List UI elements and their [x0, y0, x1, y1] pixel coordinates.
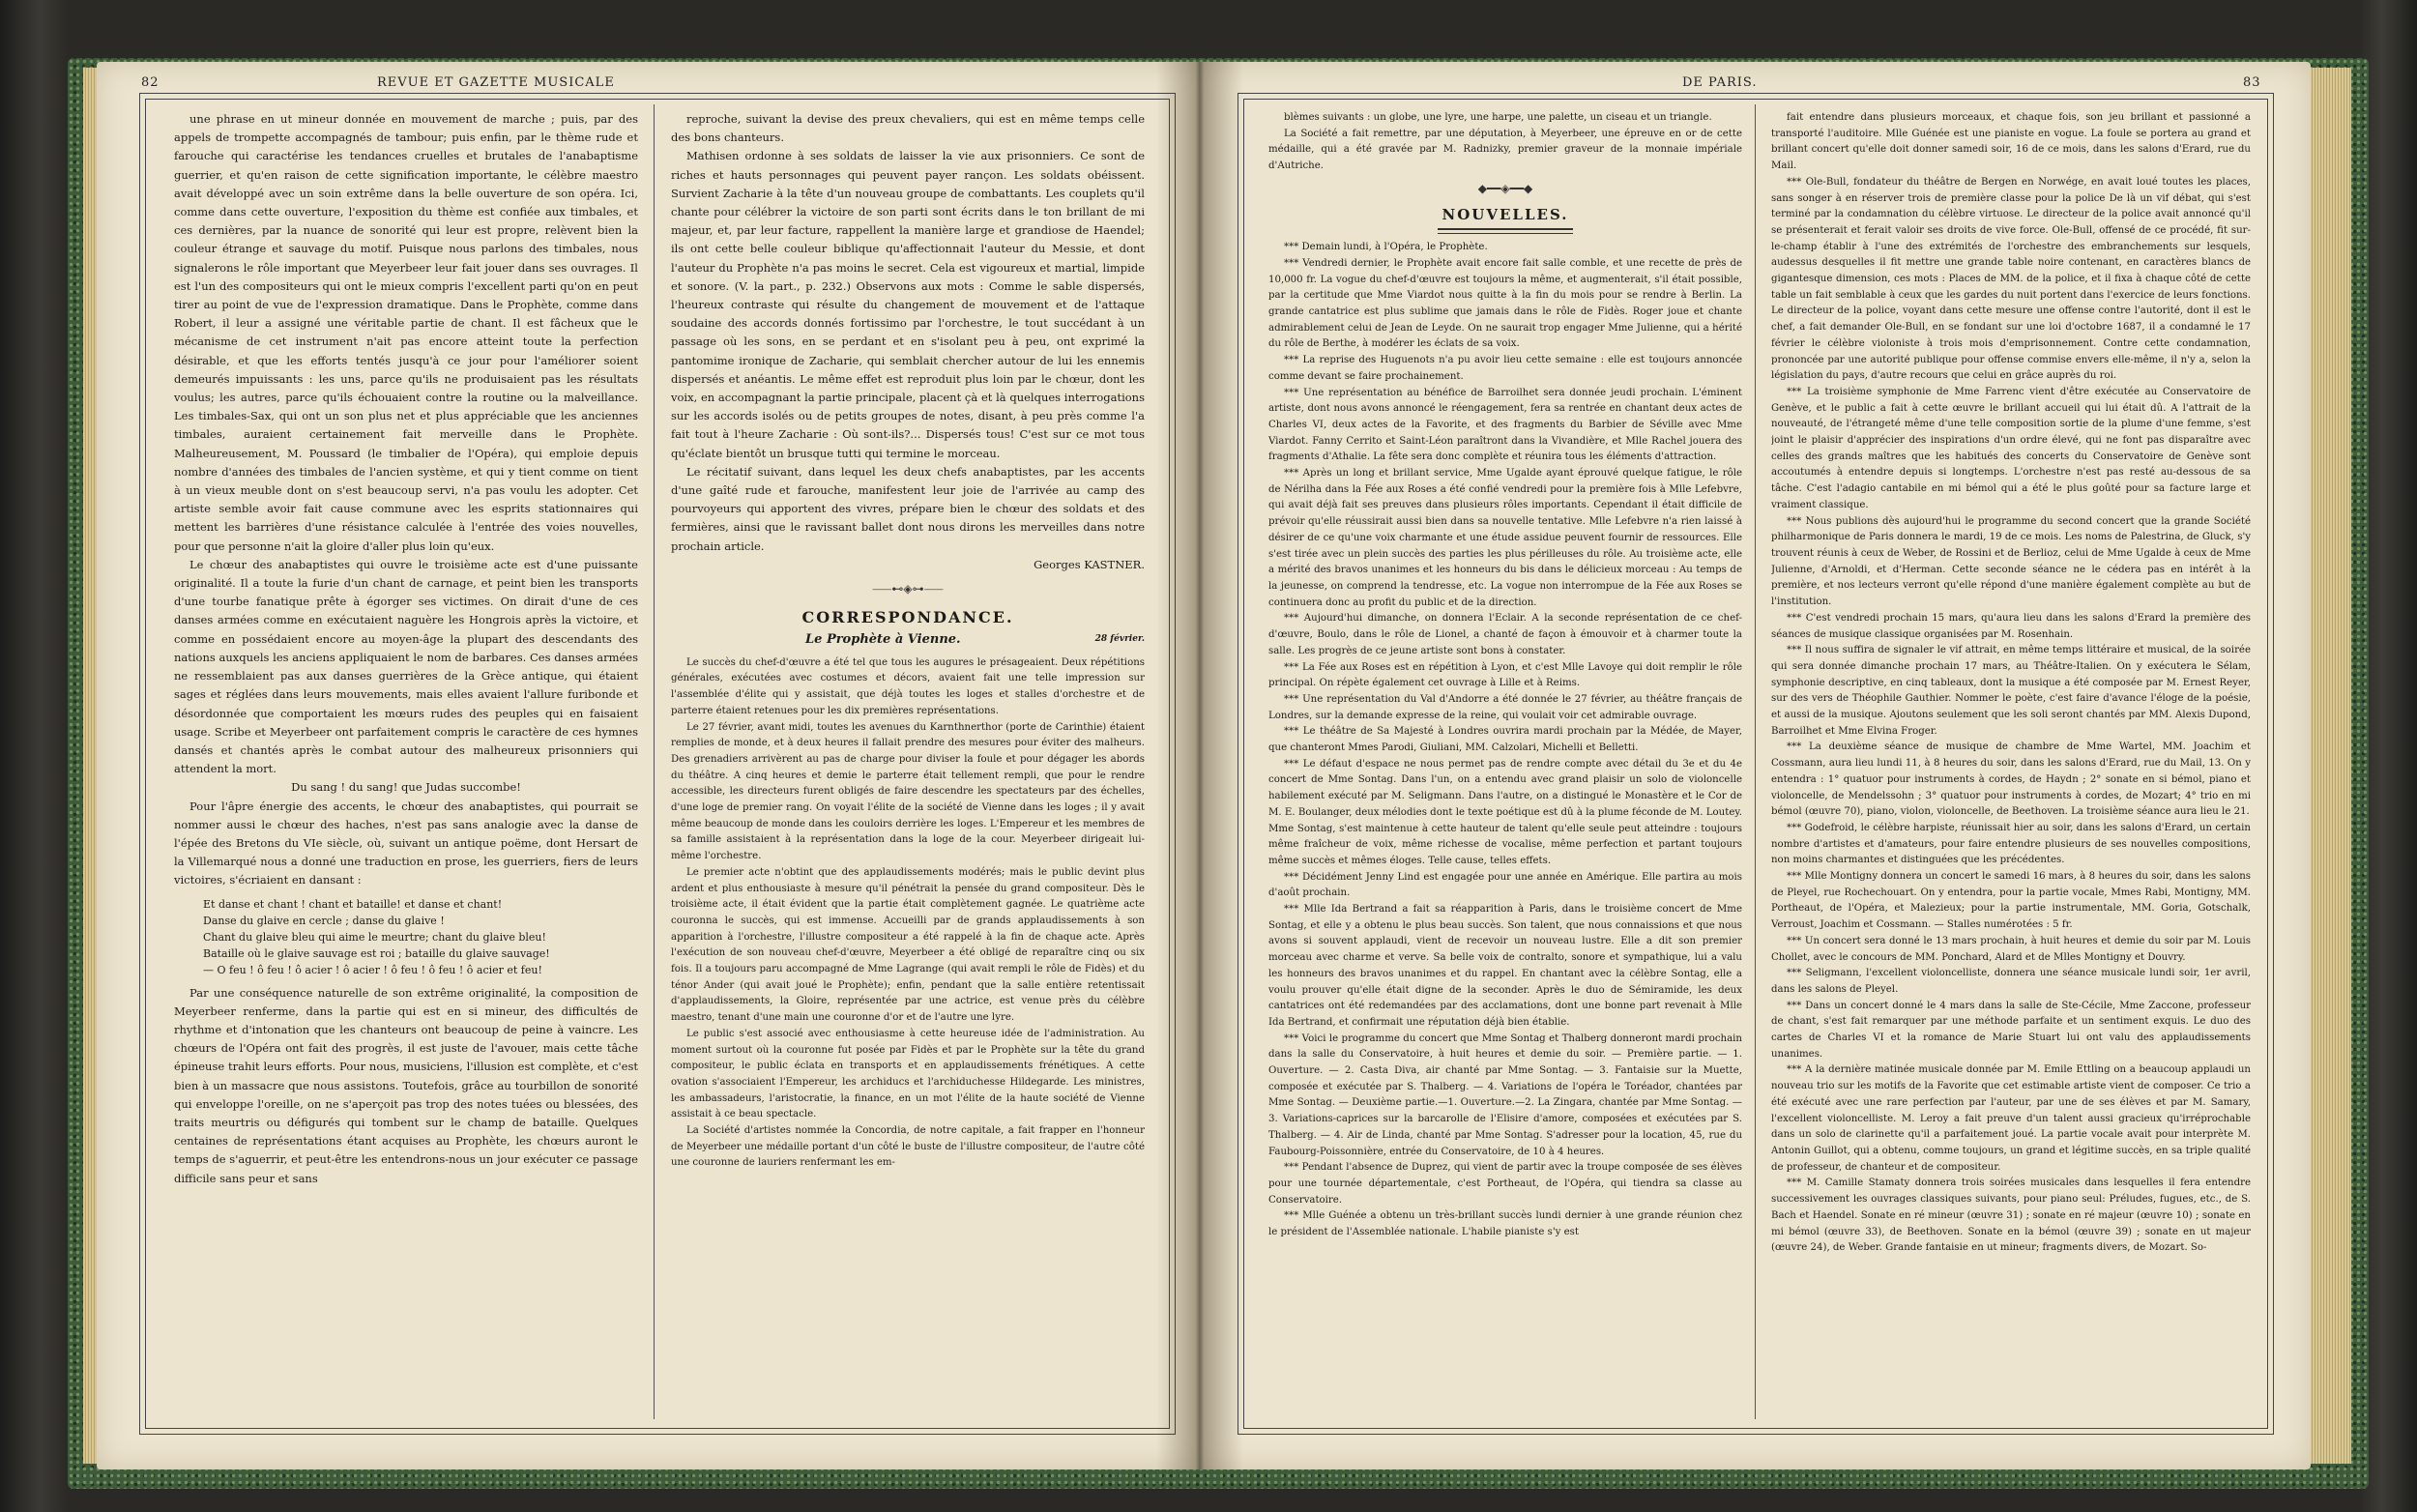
news-item: *** La reprise des Huguenots n'a pu avoir lieu cette semaine : elle est toujours annoncée comme devant se faire prochainement. — [1268, 355, 1742, 382]
news-item: *** Pendant l'absence de Duprez, qui vient de partir avec la troupe composée de ses élèves pour une tournée départementale, c'est Portheaut, de l'Opéra, qui tiendra sa classe au Conservatoire. — [1268, 1162, 1742, 1206]
paragraph: La Société a fait remettre, par une députation, à Meyerbeer, une épreuve en or de cette médaille, qui a été gravée par M. Radnizky, premier graveur de la monnaie impériale d'Autriche. — [1268, 128, 1742, 172]
author-signature: Georges KASTNER. — [1034, 557, 1145, 571]
news-item: *** La Fée aux Roses est en répétition à Lyon, et c'est Mlle Lavoye qui doit remplir le rôle principal. On répète également cet ouvrage à Lille et à Reims. — [1268, 661, 1742, 689]
section-title-correspondance: CORRESPONDANCE. — [801, 608, 1014, 627]
paragraph: Le succès du chef-d'œuvre a été tel que tous les augures le présageaient. Deux répétitions générales, exécutées avec costumes et décors, avaient fait une telle impression sur l'assemblée d'élite qui y assistait, que déjà toutes les loges et stalles d'orchestre et de parterre étaient retenues pour les dix premières représentations. — [671, 656, 1145, 716]
news-item: *** Mlle Guénée a obtenu un très-brillant succès lundi dernier à une grande réunion chez le président de l'Assemblée nationale. L'habile pianiste s'y est — [1268, 1210, 1742, 1238]
column-separator — [1755, 104, 1756, 1419]
news-item: *** M. Camille Stamaty donnera trois soirées musicales dans lesquelles il fera entendre successivement les ouvrages classiques suivants, pour piano seul: Préludes, fugues, etc., de S. Bach et Haendel. Sonate en ré mineur (œuvre 31) ; sonate en ré majeur (œuvre 10) ; sonate en mi bémol (œuvre 33), de Beethoven. Sonate en la bémol (œuvre 39) ; sonate en ut majeur (œuvre 24), de Weber. Grande fantaisie en ut mineur; fragments divers, de Mozart. So- — [1771, 1178, 2251, 1254]
page-number-left: 82 — [141, 75, 160, 90]
news-item: *** Décidément Jenny Lind est engagée pour une année en Amérique. Elle partira au mois d'août prochain. — [1268, 871, 1742, 899]
paragraph: reproche, suivant la devise des preux chevaliers, qui est en même temps celle des bons chanteurs. — [671, 112, 1145, 145]
news-item: *** Demain lundi, à l'Opéra, le Prophète. — [1284, 242, 1488, 253]
verse-block: Et danse et chant ! chant et bataille! et danse et chant! Danse du glaive en cercle ; danse du glaive ! Chant du glaive bleu qui aime le meurtre; chant du glaive bleu! Bataille où le glaive sauvage est roi ; bataille du glaive sauvage! — O feu ! ô feu ! ô acier ! ô acier ! ô feu ! ô feu ! ô acier et feu! — [203, 897, 550, 976]
news-item: *** Godefroid, le célèbre harpiste, réunissait hier au soir, dans les salons d'Erard, un certain nombre d'artistes et d'amateurs, pour faire entendre plusieurs de ses nouvelles compositions, non moins charmantes et distinguées que les précédentes. — [1771, 822, 2251, 866]
news-item: *** Ole-Bull, fondateur du théâtre de Bergen en Norwége, en avait loué toutes les places, sans songer à en réserver trois de première classe pour la police De là un vif débat, qui s'est terminé par la condamnation du célèbre virtuose. Le directeur de la police avait annoncé qu'il se présenterait et ferait valoir ses droits de vive force. Ole-Bull, offensé de ce procédé, fit sur-le-champ établir à l'une des extrémités de l'orchestre des embranchements sur lesquels, audessus desquelles il fit mettre une grande table noire contenant, en caractères blancs de gigantesque dimension, ces mots : Places de MM. de la police, et il fixa à chaque côté de cette table un fait semblable à ceux que les gardes du nuit portent dans l'exercice de leurs fonctions. Le directeur de la police, voyant dans cette mesure une offense contre l'autorité, dont il est le chef, a fait demander Ole-Bull, en se fondant sur une loi d'octobre 1687, il a condamné le 17 février le célèbre violoniste à trois mois d'emprisonnement. Contre cette condamnation, prononcée par une autorité publique pour offense commise envers elle-même, il n'y a, selon la législation du pays, d'autre recours que celui en grâce auprès du roi. — [1771, 176, 2251, 382]
section-ornament: ◆━━◈━━◆ — [1477, 181, 1533, 195]
page-number-right: 83 — [2243, 75, 2261, 90]
verse-line: Du sang ! du sang! que Judas succombe! — [291, 780, 521, 795]
paragraph: La Société d'artistes nommée la Concordia, de notre capitale, a fait frapper en l'honneur de Meyerbeer une médaille portant d'un côté le buste de l'illustre compositeur, de l'autre côté une couronne de lauriers renfermant les em- — [671, 1125, 1145, 1169]
news-item: *** Il nous suffira de signaler le vif attrait, en même temps littéraire et musical, de la soirée qui sera donnée dimanche prochain 17 mars, au Théâtre-Italien. On y exécutera le Sélam, symphonie descriptive, en cinq tableaux, dont la musique a été composée par M. Ernest Reyer, sur des vers de Théophile Gauthier. Nommer le poète, c'est faire d'avance l'éloge de la poésie, et aussi de la musique. Ajoutons seulement que les soli seront chantés par MM. Alexis Dupond, Barroilhet et Mme Elvina Froger. — [1771, 645, 2251, 737]
news-item: *** Après un long et brillant service, Mme Ugalde ayant éprouvé quelque fatigue, le rôle de Nérilha dans la Fée aux Roses a été confié vendredi pour la première fois à Mlle Lefebvre, qui avait déjà fait ses preuves dans plusieurs rôles importants. Cependant il était difficile de prévoir qu'elle réussirait aussi bien dans sa nouvelle tentative. Mlle Lefebvre n'a rien laissé à désirer de ce qu'une voix charmante et une étude assidue peuvent fournir de ressources. Elle s'est tirée avec un plein succès des parties les plus périlleuses du rôle. Au troisième acte, elle a mérité des bravos unanimes et les honneurs du bis dans le délicieux morceau : Au temps de la jeunesse, on comprend la tendresse, etc. La vogue non interrompue de la Fée aux Roses se continuera donc au profit du public et de la direction. — [1268, 468, 1742, 608]
running-head-left: REVUE ET GAZETTE MUSICALE — [377, 75, 615, 90]
paragraph: Mathisen ordonne à ses soldats de laisser la vie aux prisonniers. Ce sont de riches et hauts personnages qui peuvent payer rançon. Les soldats obéissent. Survient Zacharie à la tête d'un nouveau groupe de combattants. Les couplets qu'il chante pour célébrer la victoire de son parti sont écrits dans le ton brillant de mi majeur, et, par leur facture, rappellent la manière large et grandiose de Haendel; ils ont cette belle couleur biblique qu'affectionnait l'auteur du Messie, et dont l'auteur du Prophète n'a pas moins le secret. Cela est vigoureux et martial, limpide et sonore. (V. la part., p. 232.) Observons aux mots : Comme le sable dispersés, l'heureux contraste qui résulte du changement de mouvement et de l'attaque soudaine des accords donnés fortissimo par l'orchestre, le tout succédant à un passage où les sons, en se perdant et en s'isolant peu à peu, ont exprimé la pantomime ironique de Zacharie, qui semblait chercher autour de lui les ennemis dispersés et anéantis. Le même effet est reproduit plus loin par le chœur, dont les voix, en accompagnant la partie principale, placent çà et là quelques interrogations sur les accords isolés ou de petits groupes de notes, disant, à peu près comme l'a fait tout à l'heure Zacharie : Où sont-ils?... Dispersés tous! C'est sur ce mot tous qu'éclate bientôt un brusque tutti qui termine le morceau. — [671, 149, 1145, 460]
dateline: 28 février. — [1094, 634, 1145, 645]
news-item: *** Aujourd'hui dimanche, on donnera l'Eclair. A la seconde représentation de ce chef-d'œuvre, Boulo, dans le rôle de Lionel, a chanté de façon à émouvoir et à charmer toute la salle. Les progrès de ce jeune artiste sont bons à constater. — [1268, 613, 1742, 656]
news-item: *** Une représentation au bénéfice de Barroilhet sera donnée jeudi prochain. L'éminent artiste, dont nous avons annoncé le réengagement, fera sa rentrée en chantant deux actes de Charles VI, deux actes de la Favorite, et des fragments du Barbier de Séville avec Mme Viardot. Fanny Cerrito et Saint-Léon paraîtront dans la Vivandière, et Mlle Rachel jouera des fragments d'Athalie. La fête sera donc complète et réunira tous les éléments d'attraction. — [1268, 387, 1742, 463]
section-ornament: ⸺⊷◈⊶⸺ — [872, 582, 944, 596]
news-item: *** La deuxième séance de musique de chambre de Mme Wartel, MM. Joachim et Cossmann, aura lieu lundi 11, à 8 heures du soir, dans les salons d'Erard, rue du Mail, 13. On y entendra : 1° quatuor pour instruments à cordes, de Haydn ; 2° sonate en si bémol, piano et violoncelle, de Mendelssohn ; 3° quatuor pour instruments à cordes, de Mozart; 4° trio en mi bémol (œuvre 70), piano, violon, violoncelle, de Beethoven. La troisième séance aura lieu le 21. — [1771, 741, 2251, 818]
paragraph: Le chœur des anabaptistes qui ouvre le troisième acte est d'une puissante originalité. Il a toute la furie d'un chant de carnage, et peint bien les transports d'une tourbe fanatique prête à égorger ses victimes. On dirait d'une de ces danses armées comme en exécutaient naguère les Hongrois après la victoire, et comme en possédaient encore au moyen-âge la plupart des descendants des nations auxquels les anciens appliquaient le nom de barbares. Ces danses armées ne ressemblaient pas aux danses guerrières de la Grèce antique, qui étaient sages et réglées dans leurs mouvements, mais elles avaient l'allure furibonde et désordonnée que comportaient les mœurs rudes des peuples qui en faisaient usage. Scribe et Meyerbeer ont parfaitement compris le caractère de ces hymnes dansés et chantés après le combat autour des malheureux prisonniers qui attendent la mort. — [174, 557, 638, 776]
news-column-1 — [1268, 110, 1742, 1415]
paragraph: Par une conséquence naturelle de son extrême originalité, la composition de Meyerbeer renferme, dans la partie qui est en si mineur, des difficultés de rhythme et d'intonation que les chanteurs ont beaucoup de peine à vaincre. Les chœurs de l'Opéra ont fait des progrès, il est juste de l'avouer, mais cette tâche épineuse trahit leurs efforts. Pour nous, musiciens, l'illusion est complète, et c'est bien à un massacre que nous assistons. Toutefois, grâce au tourbillon de sonorité qui enveloppe l'oreille, on ne s'aperçoit pas trop des notes tuées ou blessées, des traits meurtris ou défigurés qui tombent sur le champ de bataille. Quelques centaines de représentations étant acquises au Prophète, les chœurs auront le temps de s'aguerrir, et peut-être les entendrons-nous un jour exécuter ce passage difficile sans peur et sans — [174, 985, 638, 1185]
paragraph: Pour l'âpre énergie des accents, le chœur des anabaptistes, qui pourrait se nommer aussi le chœur des haches, n'est pas sans analogie avec la danse de l'épée des Bretons du VIe siècle, où, suivant un antique poëme, dont Hersart de la Villemarqué nous a donné une traduction en prose, les guerriers, fiers de leurs victoires, s'écriaient en dansant : — [174, 799, 638, 887]
news-item: *** Mlle Montigny donnera un concert le samedi 16 mars, à 8 heures du soir, dans les salons de Pleyel, rue Rochechouart. On y entendra, pour la partie vocale, Mmes Rabi, Montigny, MM. Portheaut, de l'Opéra, et Malezieux; pour la partie instrumentale, MM. Goria, Gotschalk, Verroust, Joachim et Cossmann. — Stalles numérotées : 5 fr. — [1771, 871, 2251, 931]
paragraph: une phrase en ut mineur donnée en mouvement de marche ; puis, par des appels de trompette accompagnés de tambour; puis enfin, par le thème rude et farouche qui caractérise les tendances cruelles et brutales de l'anabaptisme guerrier, et qu'en raison de cette signification importante, le célèbre maestro avait développé avec un soin extrême dans la belle ouverture de son opéra. Ici, comme dans cette ouverture, l'exposition du thème est confiée aux timbales, et ces dernières, par la nuance de sonorité qui leur est propre, relèvent bien la couleur étrange et sauvage du motif. Puisque nous parlons des timbales, nous signalerons le rôle important que Meyerbeer leur fait jouer dans ses ouvrages. Il est l'un des compositeurs qui ont le mieux compris l'excellent parti qu'on en peut tirer au point de vue de l'expression dramatique. Dans le Prophète, comme dans Robert, il leur a assigné une véritable partie de chant. Il est fâcheux que le mécanisme de cet instrument n'ait pas encore atteint toute la perfection désirable, et que les efforts tentés jusqu'à ce jour pour l'améliorer soient demeurés impuissants : les uns, parce qu'ils ne produisaient pas les résultats voulus; les autres, parce qu'ils échouaient contre la routine ou la malveillance. Les timbales-Sax, qui ont un son plus net et plus appréciable que les anciennes timbales, auraient certainement fait merveille dans le Prophète. Malheureusement, M. Poussard (le timbalier de l'Opéra), qui emploie depuis nombre d'années des timbales de l'ancien système, et qui y tient comme on tient à un vieux meuble dont on s'est beaucoup servi, n'a pas voulu les adopter. Cet artiste semble avoir fait cause commune avec les esprits stationnaires qui mettent les barrières d'une résistance calculée à l'entrée des voies nouvelles, pour que personne n'ait la gloire d'aller plus loin qu'eux. — [174, 112, 638, 553]
news-item: *** Mlle Ida Bertrand a fait sa réapparition à Paris, dans le troisième concert de Mme Sontag, et elle y a obtenu le plus beau succès. Son talent, que nous connaissions et que nous avons si souvent applaudi, vient de recevoir un nouveau lustre. Elle a dit son premier morceau avec charme et verve. Sa belle voix de contralto, sonore et sympathique, lui a valu les honneurs des bravos unanimes et du rappel. En chantant avec la célèbre Sontag, elle a voulu prouver qu'elle était digne de la seconder. Après le duo de Sémiramide, les deux cantatrices ont été redemandées par des acclamations, dont une bonne part revenait à Mlle Ida Bertrand, et confirmait une réputation déjà bien établie. — [1268, 904, 1742, 1028]
article-column-1 — [174, 110, 638, 1415]
news-item: *** Dans un concert donné le 4 mars dans la salle de Ste-Cécile, Mme Zaccone, professeur de chant, s'est fait remarquer par une méthode parfaite et un sentiment exquis. Le duo des cartes de Charles VI et la romance de Marie Stuart lui ont valu des applaudissements unanimes. — [1771, 1000, 2251, 1060]
paragraph: Le premier acte n'obtint que des applaudissements modérés; mais le public devint plus ardent et plus enthousiaste à mesure qu'il pénétrait la pensée du grand compositeur. Dès le troisième acte, il était évident que la partie était complètement gagnée. Le quatrième acte couronna le succès, qui est immense. Accueilli par de grands applaudissements à son apparition à l'orchestre, l'illustre compositeur a été rappelé à la fin de chaque acte. Après l'exécution de son nouveau chef-d'œuvre, Meyerbeer a été obligé de reparaître cinq ou six fois. Il a toujours paru accompagné de Mme Lagrange (qui avait rempli le rôle de Fidès) et du ténor Ander (qui avait joué le Prophète); enfin, pendant que la salle entière retentissait d'applaudissements, la Gloire, représentée par une actrice, est venue près du célèbre maestro, tenant d'une main une couronne d'or et de l'autre une lyre. — [671, 866, 1145, 1024]
paragraph: blèmes suivants : un globe, une lyre, une harpe, une palette, un ciseau et un triangle. — [1284, 112, 1712, 123]
running-head-right: DE PARIS. — [1682, 75, 1758, 90]
news-item: *** A la dernière matinée musicale donnée par M. Emile Ettling on a beaucoup applaudi un nouveau trio sur les motifs de la Favorite que cet estimable artiste vient de composer. Ce trio a été exécuté avec une rare perfection par l'auteur, par une de ses élèves et par M. Samary, l'excellent violoncelliste. M. Leroy a fait preuve d'un talent aussi gracieux qu'irréprochable dans un solo de clarinette qu'il a parfaitement joué. La partie vocale avait pour interprète M. Antonin Guillot, qui a obtenu, comme toujours, un grand et légitime succès, en sa triple qualité de professeur, de chanteur et de compositeur. — [1771, 1064, 2251, 1173]
subtitle-text: Le Prophète à Vienne. — [805, 632, 961, 648]
left-page — [97, 62, 1199, 1469]
news-item: *** Le défaut d'espace ne nous permet pas de rendre compte avec détail du 3e et du 4e concert de Mme Sontag. Dans l'un, on a entendu avec grand plaisir un solo de violoncelle habilement exécuté par M. Seligmann. Dans l'autre, on a distingué le Monastère et le Cor de M. E. Boulanger, deux mélodies dont le texte poétique est dû à la plume féconde de M. Loutey. Mme Sontag, s'est maintenue à cette hauteur de talent qu'elle seule peut atteindre : toujours même fraîcheur de voix, même richesse de vocalise, même perfection et partant toujours même succès et mêmes éloges. Telle cause, telles effets. — [1268, 758, 1742, 866]
news-column-2 — [1771, 110, 2251, 1415]
paragraph: Le 27 février, avant midi, toutes les avenues du Karnthnerthor (porte de Carinthie) étaient remplies de monde, et à deux heures il fallait prendre des mesures pour éviter des malheurs. Des grenadiers arrivèrent au pas de charge pour diviser la foule et pour dégager les abords du théâtre. A cinq heures et demie le parterre était tellement rempli, que pour le rendre accessible, les directeurs furent obligés de faire descendre les spectateurs par des échelles, d'une loge de premier rang. On voyait l'élite de la société de Vienne dans les loges ; il y avait même beaucoup de monde dans les couloirs derrière les loges. L'Empereur et les membres de sa famille assistaient à la représentation dans la loge de la cour. Meyerbeer dirigeait lui-même l'orchestre. — [671, 721, 1145, 862]
column-separator — [654, 104, 655, 1419]
news-item: *** La troisième symphonie de Mme Farrenc vient d'être exécutée au Conservatoire de Genève, et le public a fait à cette œuvre le brillant accueil qui lui était dû. A l'attrait de la nouveauté, de l'étrangeté même d'une telle composition sortie de la plume d'une femme, s'est joint le plaisir d'apprécier des inspirations d'un ordre élevé, qui ne font pas disparaître avec celles des grands maîtres que les habitués des concerts du Conservatoire de Genève sont accoutumés à entendre depuis si longtemps. L'orchestre n'est pas resté au-dessous de sa tâche. C'est l'adagio cantabile en mi bémol qui a été le plus goûté pour sa facture large et vraiment classique. — [1771, 386, 2251, 510]
page-edges-right — [2307, 68, 2351, 1464]
right-page — [1199, 62, 2311, 1469]
news-item: *** C'est vendredi prochain 15 mars, qu'aura lieu dans les salons d'Erard la première des séances de musique classique organisées par M. Rosenhain. — [1771, 612, 2251, 640]
news-item: *** Une représentation du Val d'Andorre a été donnée le 27 février, au théâtre français de Londres, sur la demande expresse de la reine, qui voulait voir cet admirable ouvrage. — [1268, 693, 1742, 721]
title-rule — [1438, 228, 1573, 234]
news-item: *** Vendredi dernier, le Prophète avait encore fait salle comble, et une recette de près de 10,000 fr. La vogue du chef-d'œuvre est toujours la même, et augmenterait, s'il était possible, par la certitude que Mme Viardot nous quitte à la fin du mois pour se rendre à Berlin. La grande cantatrice est plus sublime que jamais dans le rôle de Fidès. Roger joue et chante admirablement celui de Jean de Leyde. On ne saurait trop engager Mme Julienne, qui a hérité du rôle de Berthe, à modérer les éclats de sa voix. — [1268, 257, 1742, 350]
paragraph: Le récitatif suivant, dans lequel les deux chefs anabaptistes, par les accents d'une gaîté rude et farouche, manifestent leur joie de l'arrivée au camp des pourvoyeurs qui apportent des vivres, prépare bien le chœur des soldats et des fermières, ainsi que le ravissant ballet dont nous dirons les merveilles dans notre prochain article. — [671, 464, 1145, 553]
news-item: *** Voici le programme du concert que Mme Sontag et Thalberg donneront mardi prochain dans la salle du Conservatoire, à huit heures et demie du soir. — Première partie. — 1. Ouverture. — 2. Casta Diva, air chanté par Mme Sontag. — 3. Fantaisie sur la Muette, composée et exécutée par S. Thalberg. — 4. Variations de l'opéra le Toréador, chantées par Mme Sontag. — Deuxième partie.—1. Ouverture.—2. La Zingara, chantée par Mme Sontag. — 3. Variations-caprices sur la barcarolle de l'Elisire d'amore, composées et exécutées par S. Thalberg. — 4. Air de Linda, chanté par Mme Sontag. S'adresser pour la location, 45, rue du Faubourg-Poissonnière, entrée du Conservatoire, de 10 à 4 heures. — [1268, 1032, 1742, 1157]
news-item: *** Seligmann, l'excellent violoncelliste, donnera une séance musicale lundi soir, 1er avril, dans les salons de Pleyel. — [1771, 968, 2251, 995]
article-column-2 — [671, 110, 1145, 1415]
scanner-bar-left — [0, 0, 68, 1512]
news-item: fait entendre dans plusieurs morceaux, et chaque fois, son jeu brillant et passionné a transporté l'auditoire. Mlle Guénée est une pianiste en vogue. La foule se portera au grand et brillant concert qu'elle doit donner samedi soir, 16 de ce mois, dans les salons d'Erard, rue du Mail. — [1771, 112, 2251, 172]
book-gutter-shadow — [1156, 62, 1243, 1469]
news-item: *** Le théâtre de Sa Majesté à Londres ouvrira mardi prochain par la Médée, de Mayer, que chanteront Mmes Parodi, Giuliani, MM. Calzolari, Michelli et Belletti. — [1268, 726, 1742, 754]
news-item: *** Un concert sera donné le 13 mars prochain, à huit heures et demie du soir par M. Louis Chollet, avec le concours de MM. Ponchard, Alard et de Mlles Montigny et Douvry. — [1771, 935, 2251, 963]
section-subtitle — [671, 630, 1145, 649]
paragraph: Le public s'est associé avec enthousiasme à cette heureuse idée de l'administration. Au moment surtout où la couronne fut posée par Fidès et par le Prophète sur la tête du grand compositeur, le public éclata en transports et en applaudissements frénétiques. A cette ovation s'associaient l'Empereur, les archiducs et l'archiduchesse Hildegarde. Les ministres, les ambassadeurs, l'aristocratie, la finance, en un mot l'élite de la haute société de Vienne assistait à ce beau spectacle. — [671, 1028, 1145, 1120]
news-item: *** Nous publions dès aujourd'hui le programme du second concert que la grande Société philharmonique de Paris donnera le mardi, 19 de ce mois. Les noms de Palestrina, de Gluck, s'y trouvent réunis à ceux de Weber, de Rossini et de Berlioz, celui de Mme Ugalde à ceux de Mme Julienne, d'Arnoldi, et d'Herman. Cette seconde séance ne le cédera pas en intérêt à la première, et nos lecteurs verront qu'elle répond d'une manière également complète au but de l'institution. — [1771, 515, 2251, 608]
section-title-nouvelles: NOUVELLES. — [1441, 205, 1569, 223]
